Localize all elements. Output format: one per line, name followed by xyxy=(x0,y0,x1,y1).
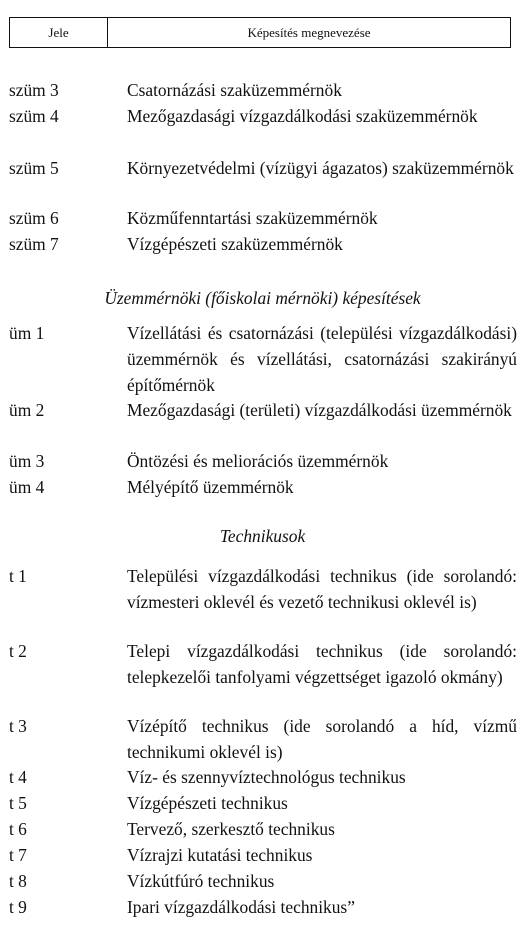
item-name: Csatornázási szaküzemmérnök xyxy=(127,80,342,100)
item-name: Mélyépítő üzemmérnök xyxy=(127,477,294,497)
list-item xyxy=(9,713,517,765)
item-name: Tervező, szerkesztő technikus xyxy=(127,819,335,839)
item-name: Vízkútfúró technikus xyxy=(127,871,275,891)
item-name: Víz- és szennyvíztechnológus technikus xyxy=(127,767,406,787)
list-item xyxy=(9,103,517,129)
list-item xyxy=(9,448,517,474)
list-item xyxy=(9,77,517,103)
list-item xyxy=(9,868,517,894)
header-name-column: Képesítés megnevezése xyxy=(247,24,371,40)
list-item xyxy=(9,397,517,423)
item-name: Mezőgazdasági vízgazdálkodási szaküzemmérnök xyxy=(127,106,478,126)
item-code: t 3 xyxy=(9,716,27,736)
list-item xyxy=(9,638,517,690)
item-code: üm 3 xyxy=(9,451,45,471)
item-name: Települési vízgazdálkodási technikus (ide sorolandó: vízmesteri oklevél és vezető technikusi oklevél is) xyxy=(127,566,517,612)
item-code: üm 4 xyxy=(9,477,45,497)
item-code: szüm 3 xyxy=(9,80,59,100)
item-code: szüm 5 xyxy=(9,158,59,178)
item-code: szüm 4 xyxy=(9,106,59,126)
item-name: Közműfenntartási szaküzemmérnök xyxy=(127,208,378,228)
item-code: t 4 xyxy=(9,767,27,787)
list-item xyxy=(9,842,517,868)
item-code: üm 2 xyxy=(9,400,45,420)
item-name: Mezőgazdasági (területi) vízgazdálkodási üzemmérnök xyxy=(127,400,512,420)
item-name: Környezetvédelmi (vízügyi ágazatos) szaküzemmérnök xyxy=(127,158,514,178)
item-name: Telepi vízgazdálkodási technikus (ide sorolandó: telepkezelői tanfolyami végzettséget igazoló okmány) xyxy=(127,641,517,687)
list-item xyxy=(9,155,517,181)
item-name: Vízépítő technikus (ide sorolandó a híd, vízmű technikumi oklevél is) xyxy=(127,716,517,762)
item-code: t 9 xyxy=(9,897,27,917)
item-name: Ipari vízgazdálkodási technikus” xyxy=(127,897,355,917)
list-item xyxy=(9,320,517,398)
item-code: t 6 xyxy=(9,819,27,839)
item-code: t 5 xyxy=(9,793,27,813)
item-code: t 7 xyxy=(9,845,27,865)
section-heading-uzemmernoki: Üzemmérnöki (főiskolai mérnöki) képesítések xyxy=(104,288,421,308)
item-name: Vízellátási és csatornázási (települési vízgazdálkodási) üzemmérnök és vízellátási, csatornázási szakirányú építőmérnök xyxy=(127,323,517,395)
list-item xyxy=(9,764,517,790)
item-code: t 2 xyxy=(9,641,27,661)
item-code: t 1 xyxy=(9,566,27,586)
list-item xyxy=(9,474,517,500)
item-name: Vízrajzi kutatási technikus xyxy=(127,845,313,865)
list-item xyxy=(9,894,517,920)
item-name: Vízgépészeti technikus xyxy=(127,793,288,813)
section-heading-technikusok: Technikusok xyxy=(219,526,306,546)
item-code: t 8 xyxy=(9,871,27,891)
list-item xyxy=(9,816,517,842)
item-name: Öntözési és meliorációs üzemmérnök xyxy=(127,451,389,471)
list-item xyxy=(9,563,517,615)
item-code: szüm 6 xyxy=(9,208,59,228)
list-item xyxy=(9,790,517,816)
table-header xyxy=(9,17,511,48)
list-item xyxy=(9,205,517,231)
header-code-column: Jele xyxy=(10,18,108,47)
item-code: üm 1 xyxy=(9,323,45,343)
item-code: szüm 7 xyxy=(9,234,59,254)
list-item xyxy=(9,231,517,257)
item-name: Vízgépészeti szaküzemmérnök xyxy=(127,234,343,254)
